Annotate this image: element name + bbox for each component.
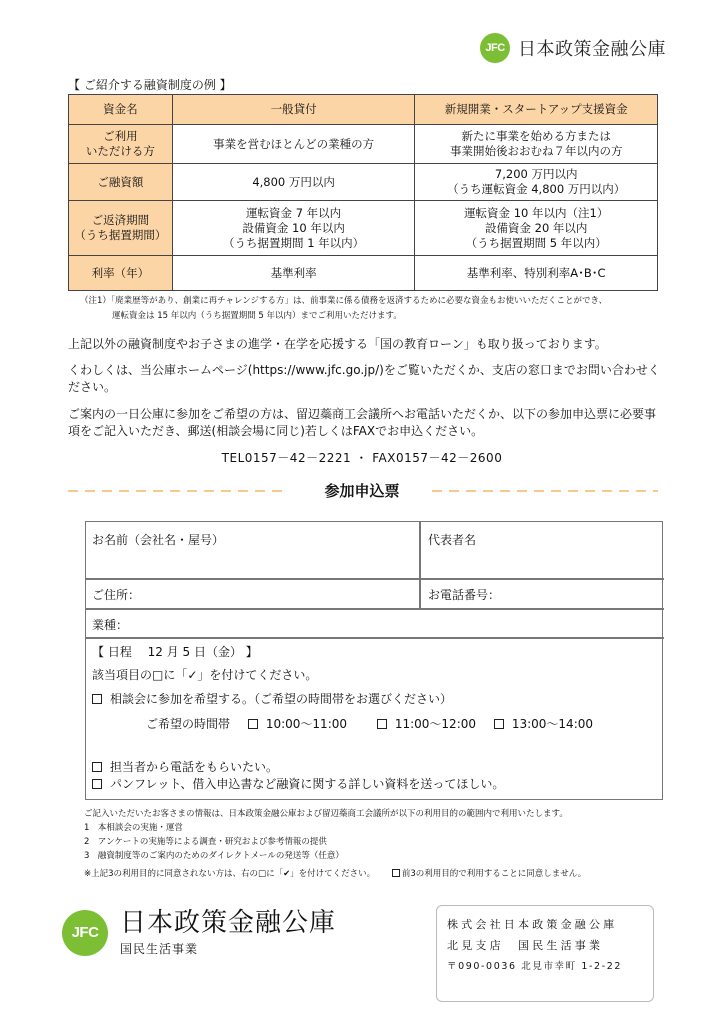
option-phone-call[interactable]: 担当者から電話をもらいたい。 (92, 758, 278, 775)
checkbox-optout[interactable] (392, 869, 400, 877)
checkbox-time-slot-3[interactable] (494, 719, 504, 729)
option-materials[interactable]: パンフレット、借入申込書など融資に関する詳しい資料を送ってほしい。 (92, 775, 504, 792)
table-row (69, 201, 658, 256)
info-paragraph-website: くわしくは、当公庫ホームページ(https://www.jfc.go.jp/)をご覧いただくか、支店の窓口までお問い合わせください。 (68, 363, 660, 394)
address-field-label: ご住所： (92, 588, 141, 602)
form-title: 参加申込票 (324, 482, 400, 500)
checkbox-time-slot-2[interactable] (377, 719, 387, 729)
table-header-row (69, 95, 658, 125)
branch-name: 北見支店 国民生活事業 (447, 939, 604, 952)
checkbox-materials[interactable] (92, 779, 102, 789)
checkbox-instruction: 該当項目の□に「✓」を付けてください。 (92, 668, 318, 682)
optout-option[interactable]: 前3の利用目的で利用することに同意しません。 (392, 869, 586, 879)
footnote: （注1）「廃業歴等があり、創業に再チャレンジする方」は、前事業に係る債務を返済するために必要な資金もお使いいただくことができ、 運転資金は 15 年以内（うち据置期間 5 年以内）までご利用いただけます。 (80, 296, 608, 321)
branch-address: 〒090-0036 北見市幸町 1-2-22 (447, 961, 623, 972)
info-paragraph-application: ご案内の一日公庫に参加をご希望の方は、留辺蘂商工会議所へお電話いただくか、以下の参加申込票に必要事項をご記入いただき、郵送(相談会場に同じ)若しくはFAXでお申込ください。 (68, 407, 657, 438)
table-cell: 基準利率 (172, 256, 415, 291)
time-slot-option[interactable]: 10:00～11:00 (248, 717, 347, 731)
optout-row: ※上記3の利用目的に同意されない方は、右の□に「✔」を付けてください。 前3の利用目的で利用することに同意しません。 (84, 869, 587, 879)
time-slot-option[interactable]: 13:00～14:00 (494, 717, 593, 731)
info-paragraph-education-loan: 上記以外の融資制度やお子さまの進学・在学を応援する「国の教育ローン」も取り扱っております。 (68, 337, 607, 351)
form-divider (86, 608, 664, 610)
table-cell: 基準利率、特別利率A･B･C (415, 256, 658, 291)
loan-table (68, 94, 658, 291)
dashed-divider-right (432, 490, 658, 492)
table-row (69, 164, 658, 201)
row-header: ご返済期間 （うち据置期間） (69, 201, 173, 256)
checkbox-phone-call[interactable] (92, 762, 102, 772)
row-header: ご利用 いただける方 (69, 125, 173, 164)
time-slot-option[interactable]: 11:00～12:00 (377, 717, 476, 731)
checkbox-consultation[interactable] (92, 694, 102, 704)
table-cell: 7,200 万円以内 （うち運転資金 4,800 万円以内） (415, 164, 658, 201)
footer-org-name: 日本政策金融公庫 (120, 908, 337, 938)
row-header: 利率（年） (69, 256, 173, 291)
privacy-notice: ご記入いただいたお客さまの情報は、日本政策金融公庫および留辺蘂商工会議所が以下の利用目的の範囲内で利用いたします。 1 本相談会の実施・運営 2 アンケートの実施等による調査・研究および参考情報の提供 3 融資制度等のご案内のためのダイレクトメールの発送等（任意） ※上記3の利用目的に同意されない方は、右の□に「✔」を付けてください。 前3の利用目的で利用することに同意しません。 (84, 807, 684, 881)
table-cell: 事業を営むほとんどの業種の方 (172, 125, 415, 164)
footer-logo (62, 908, 336, 957)
application-form (85, 521, 663, 800)
time-slot-row (146, 715, 593, 732)
footer-department: 国民生活事業 (120, 942, 199, 956)
table-cell: 運転資金 10 年以内（注1） 設備資金 20 年以内 （うち据置期間 5 年以内） (415, 201, 658, 256)
jfc-logo-icon: JFC (480, 33, 510, 63)
column-header: 新規開業・スタートアップ支援資金 (415, 95, 658, 125)
table-row (69, 256, 658, 291)
schedule-date: 【 日程 12 月 5 日（金） 】 (92, 645, 258, 659)
branch-company: 株式会社日本政策金融公庫 (447, 918, 618, 931)
jfc-logo-icon: JFC (62, 910, 108, 956)
form-divider (419, 522, 421, 608)
checkbox-time-slot-1[interactable] (248, 719, 258, 729)
table-row (69, 125, 658, 164)
industry-field-label: 業種： (92, 618, 129, 632)
header-logo (480, 33, 666, 63)
column-header: 資金名 (69, 95, 173, 125)
form-divider (86, 637, 664, 639)
option-consultation[interactable]: 相談会に参加を希望する。（ご希望の時間帯をお選びください） (92, 690, 452, 707)
table-cell: 新たに事業を始める方または 事業開始後おおむね７年以内の方 (415, 125, 658, 164)
column-header: 一般貸付 (172, 95, 415, 125)
name-input-area[interactable] (86, 544, 419, 578)
loan-section-title: 【 ご紹介する融資制度の例 】 (68, 78, 232, 92)
purpose-item: 3 融資制度等のご案内のためのダイレクトメールの発送等（任意） (84, 851, 344, 861)
form-divider (86, 578, 664, 580)
representative-input-area[interactable] (422, 544, 662, 578)
table-cell: 運転資金 7 年以内 設備資金 10 年以内 （うち据置期間 1 年以内） (172, 201, 415, 256)
representative-field-label: 代表者名 (428, 533, 477, 547)
row-header: ご融資額 (69, 164, 173, 201)
purpose-item: 2 アンケートの実施等による調査・研究および参考情報の提供 (84, 837, 327, 847)
name-field-label: お名前（会社名・屋号） (92, 533, 225, 547)
phone-field-label: お電話番号： (428, 588, 501, 602)
table-cell: 4,800 万円以内 (172, 164, 415, 201)
contact-numbers: TEL0157－42－2221 ・ FAX0157－42－2600 (221, 451, 503, 465)
branch-address-box (436, 905, 654, 1002)
time-slot-label: ご希望の時間帯 (146, 717, 231, 731)
org-name: 日本政策金融公庫 (518, 39, 666, 60)
purpose-item: 1 本相談会の実施・運営 (84, 823, 183, 833)
